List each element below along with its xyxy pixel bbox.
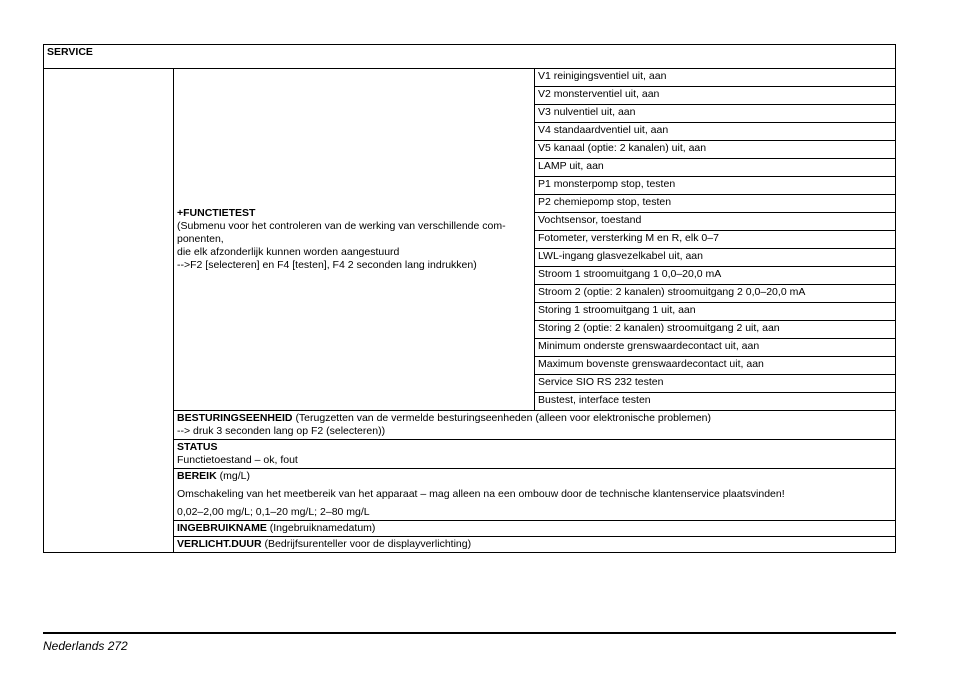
functietest-option: Bustest, interface testen xyxy=(535,393,896,411)
footer-rule xyxy=(43,632,896,634)
blank-column-cell xyxy=(44,69,174,553)
section-header-row xyxy=(44,45,896,69)
functietest-option: Storing 2 (optie: 2 kanalen) stroomuitgang 2 uit, aan xyxy=(535,321,896,339)
functietest-description-line: die elk afzonderlijk kunnen worden aangestuurd xyxy=(177,246,400,258)
ingebruikname-title: INGEBRUIKNAME xyxy=(177,522,267,534)
functietest-option: Vochtsensor, toestand xyxy=(535,213,896,231)
functietest-cell xyxy=(174,69,535,411)
functietest-option: Maximum bovenste grenswaardecontact uit, aan xyxy=(535,357,896,375)
functietest-option: V4 standaardventiel uit, aan xyxy=(535,123,896,141)
functietest-option: Storing 1 stroomuitgang 1 uit, aan xyxy=(535,303,896,321)
ingebruikname-text: (Ingebruiknamedatum) xyxy=(269,522,376,534)
functietest-option: Minimum onderste grenswaardecontact uit, aan xyxy=(535,339,896,357)
status-text: Functietoestand – ok, fout xyxy=(177,454,298,466)
functietest-option: LWL-ingang glasvezelkabel uit, aan xyxy=(535,249,896,267)
page-footer: Nederlands 272 xyxy=(43,639,128,653)
functietest-option: Stroom 1 stroomuitgang 1 0,0–20,0 mA xyxy=(535,267,896,285)
service-menu-table xyxy=(43,44,896,553)
bereik-unit: (mg/L) xyxy=(219,470,250,482)
bereik-cell xyxy=(174,469,896,521)
functietest-option: P1 monsterpomp stop, testen xyxy=(535,177,896,195)
functietest-option: Fotometer, versterking M en R, elk 0–7 xyxy=(535,231,896,249)
functietest-description-line: (Submenu voor het controleren van de werking van verschillende com- xyxy=(177,220,506,232)
section-title: SERVICE xyxy=(44,45,896,69)
bereik-title: BEREIK xyxy=(177,470,217,482)
verlicht-duur-text: (Bedrijfsurenteller voor de displayverlichting) xyxy=(264,538,472,550)
besturingseenheid-text: (Terugzetten van de vermelde besturingseenheden (alleen voor elektronische problemen) xyxy=(295,412,712,424)
status-cell xyxy=(174,440,896,469)
verlicht-duur-title: VERLICHT.DUUR xyxy=(177,538,262,550)
bereik-line xyxy=(177,470,892,483)
functietest-option: Stroom 2 (optie: 2 kanalen) stroomuitgang 2 0,0–20,0 mA xyxy=(535,285,896,303)
bereik-text: Omschakeling van het meetbereik van het apparaat – mag alleen na een ombouw door de technische klantenservice plaatsvinden! xyxy=(177,488,785,500)
functietest-description-line: -->F2 [selecteren] en F4 [testen], F4 2 seconden lang indrukken) xyxy=(177,259,477,271)
functietest-title: +FUNCTIETEST xyxy=(177,207,256,219)
besturingseenheid-title: BESTURINGSEENHEID xyxy=(177,412,293,424)
besturingseenheid-cell xyxy=(174,411,896,440)
functietest-option: V3 nulventiel uit, aan xyxy=(535,105,896,123)
functietest-option: Service SIO RS 232 testen xyxy=(535,375,896,393)
ingebruikname-cell xyxy=(174,521,896,537)
functietest-description-line: ponenten, xyxy=(177,233,224,245)
status-title: STATUS xyxy=(177,441,218,453)
functietest-option: LAMP uit, aan xyxy=(535,159,896,177)
besturingseenheid-line xyxy=(177,412,892,425)
option-row xyxy=(44,69,896,87)
functietest-option: V1 reinigingsventiel uit, aan xyxy=(535,69,896,87)
verlicht-duur-cell xyxy=(174,537,896,553)
bereik-ranges: 0,02–2,00 mg/L; 0,1–20 mg/L; 2–80 mg/L xyxy=(177,506,370,518)
besturingseenheid-instruction: --> druk 3 seconden lang op F2 (selecteren)) xyxy=(177,425,386,437)
functietest-option: P2 chemiepomp stop, testen xyxy=(535,195,896,213)
functietest-option: V5 kanaal (optie: 2 kanalen) uit, aan xyxy=(535,141,896,159)
functietest-option: V2 monsterventiel uit, aan xyxy=(535,87,896,105)
